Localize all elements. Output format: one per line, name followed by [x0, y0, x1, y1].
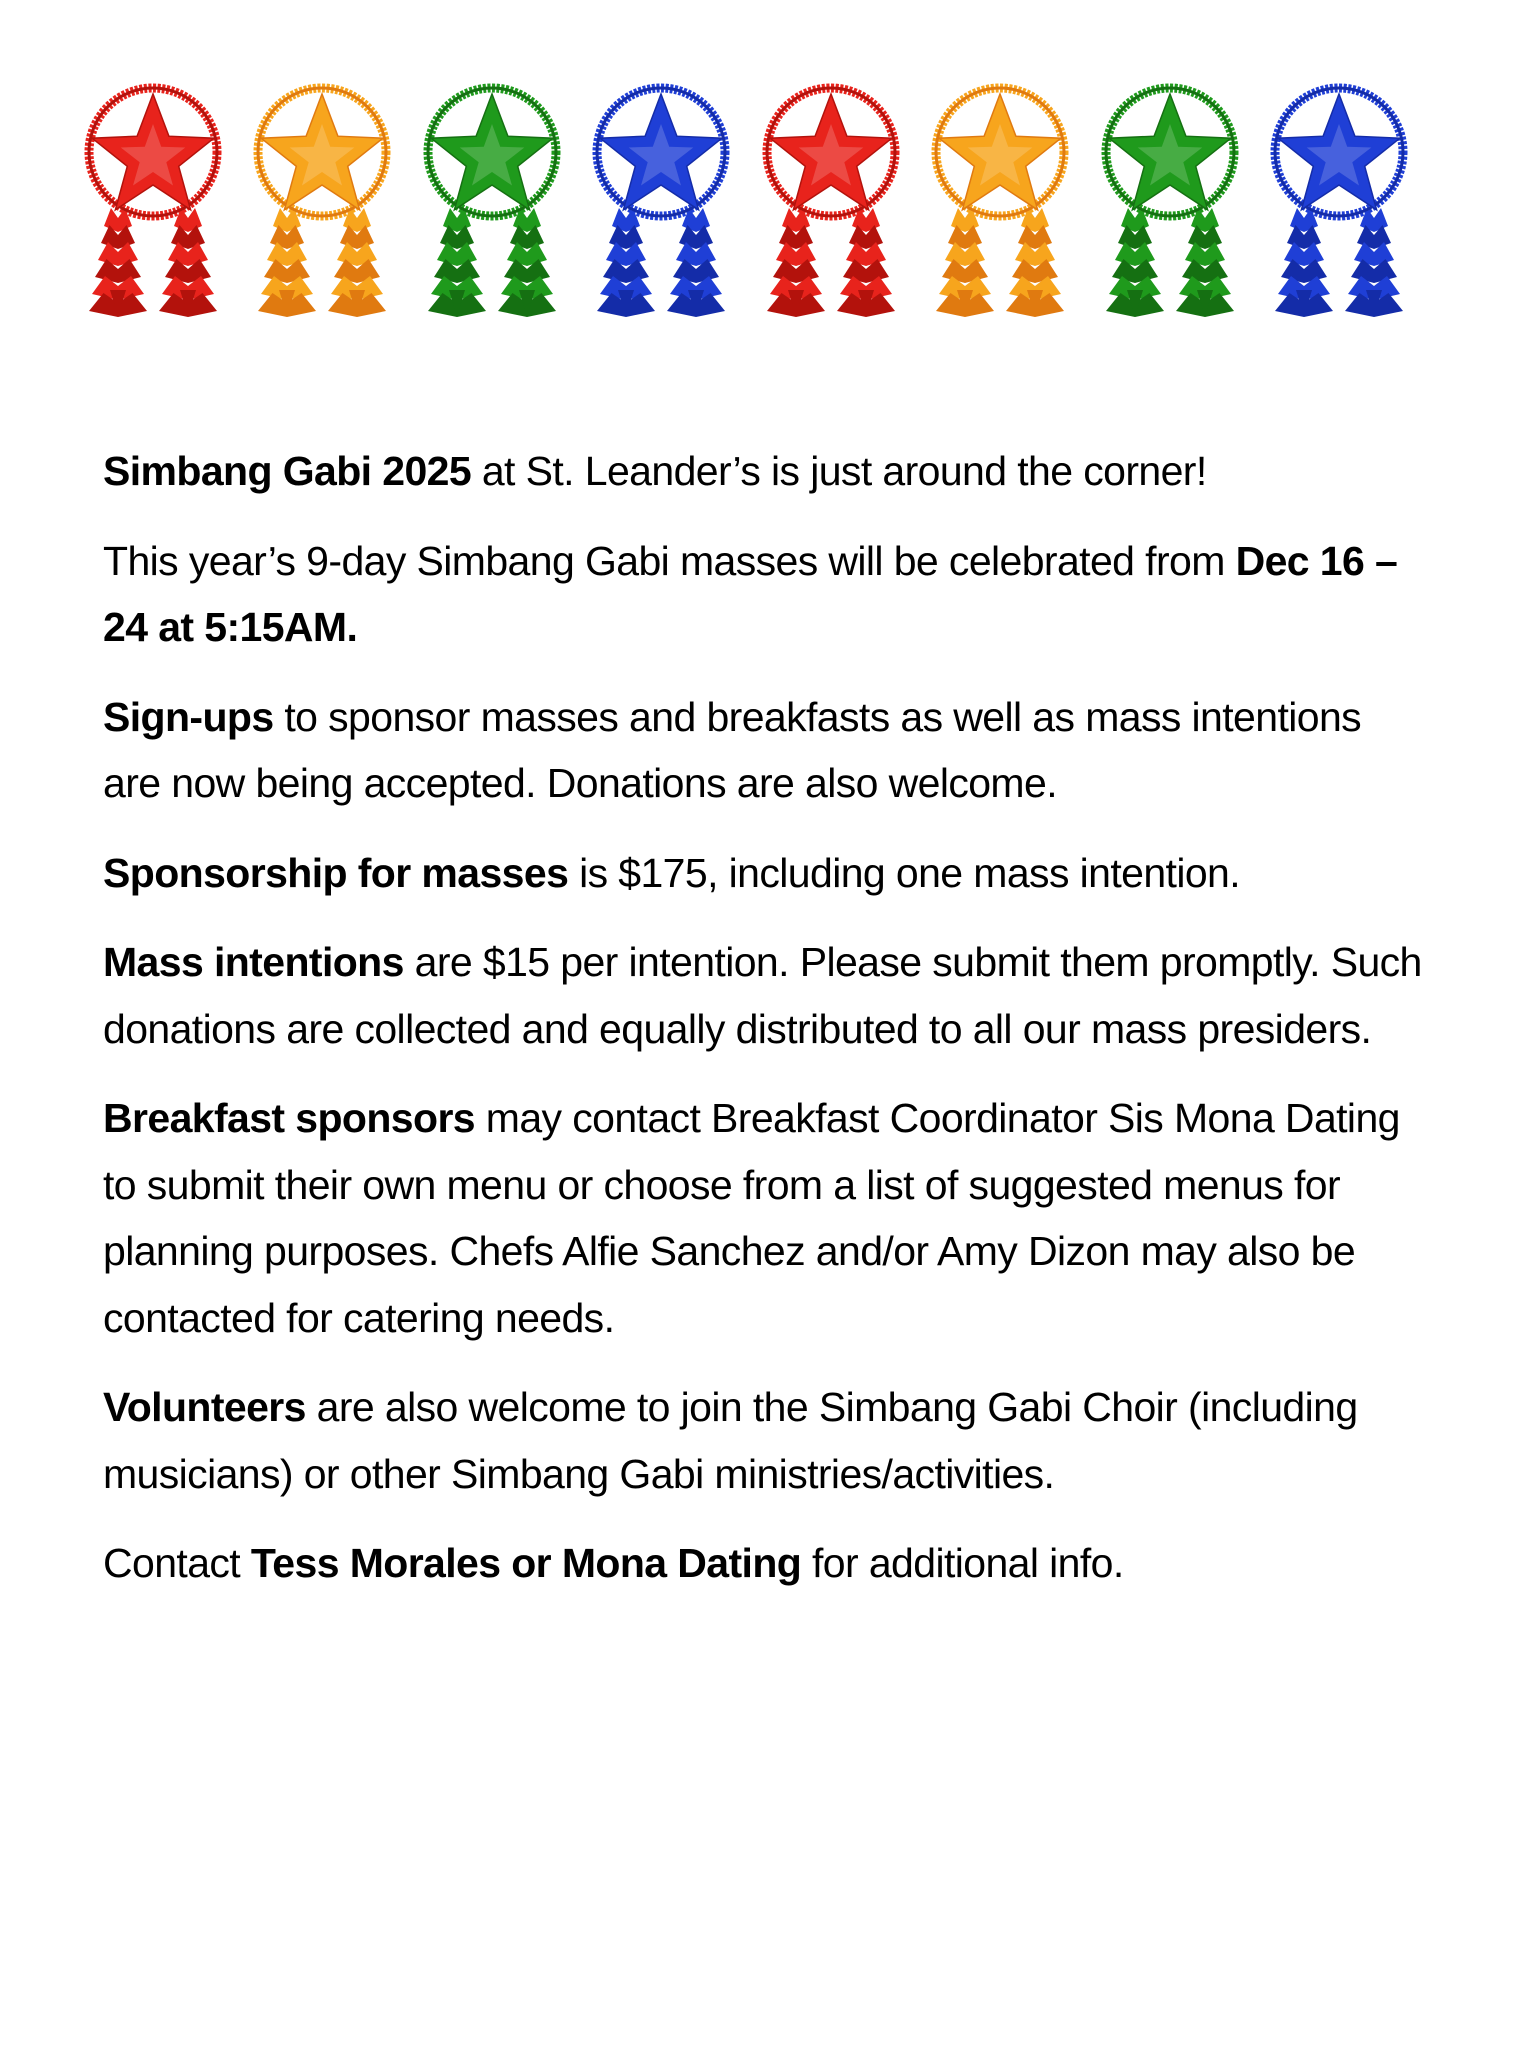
contact-names: Tess Morales or Mona Dating — [250, 1540, 802, 1586]
parol-green-icon — [415, 80, 569, 320]
parol-orange-icon — [245, 80, 399, 320]
mass-intentions-paragraph: Mass intentions are $15 per intention. Please submit them promptly. Such donations are collected and equally distributed to all our mass presiders. — [103, 939, 1422, 1052]
sponsorship-paragraph: Sponsorship for masses is $175, including one mass intention. — [103, 849, 1241, 896]
signups-paragraph: Sign-ups to sponsor masses and breakfasts as well as mass intentions are now being accepted. Donations are also welcome. — [103, 693, 1362, 806]
announcement-body — [103, 438, 1423, 1620]
event-title: Simbang Gabi 2025 — [103, 448, 472, 494]
parol-blue-icon — [1262, 80, 1416, 320]
parol-blue-icon — [584, 80, 738, 320]
intro-paragraph: Simbang Gabi 2025 at St. Leander’s is just around the corner! — [103, 448, 1207, 494]
schedule-dates: Dec 16 – 24 at 5:15AM. — [103, 537, 1398, 650]
breakfast-paragraph: Breakfast sponsors may contact Breakfast Coordinator Sis Mona Dating to submit their own menu or choose from a list of suggested menus for planning purposes. Chefs Alfie Sanchez and/or Amy Dizon may also be contacted for catering needs. — [103, 1095, 1400, 1341]
contact-paragraph: Contact Tess Morales or Mona Dating for additional info. — [103, 1540, 1124, 1586]
parol-green-icon — [1093, 80, 1247, 320]
schedule-paragraph: This year’s 9-day Simbang Gabi masses will be celebrated from Dec 16 – 24 at 5:15AM. — [103, 537, 1398, 650]
parol-banner — [76, 80, 1416, 320]
parol-red-icon — [754, 80, 908, 320]
volunteers-paragraph: Volunteers are also welcome to join the Simbang Gabi Choir (including musicians) or other Simbang Gabi ministries/activities. — [103, 1384, 1358, 1497]
parol-red-icon — [76, 80, 230, 320]
parol-orange-icon — [923, 80, 1077, 320]
